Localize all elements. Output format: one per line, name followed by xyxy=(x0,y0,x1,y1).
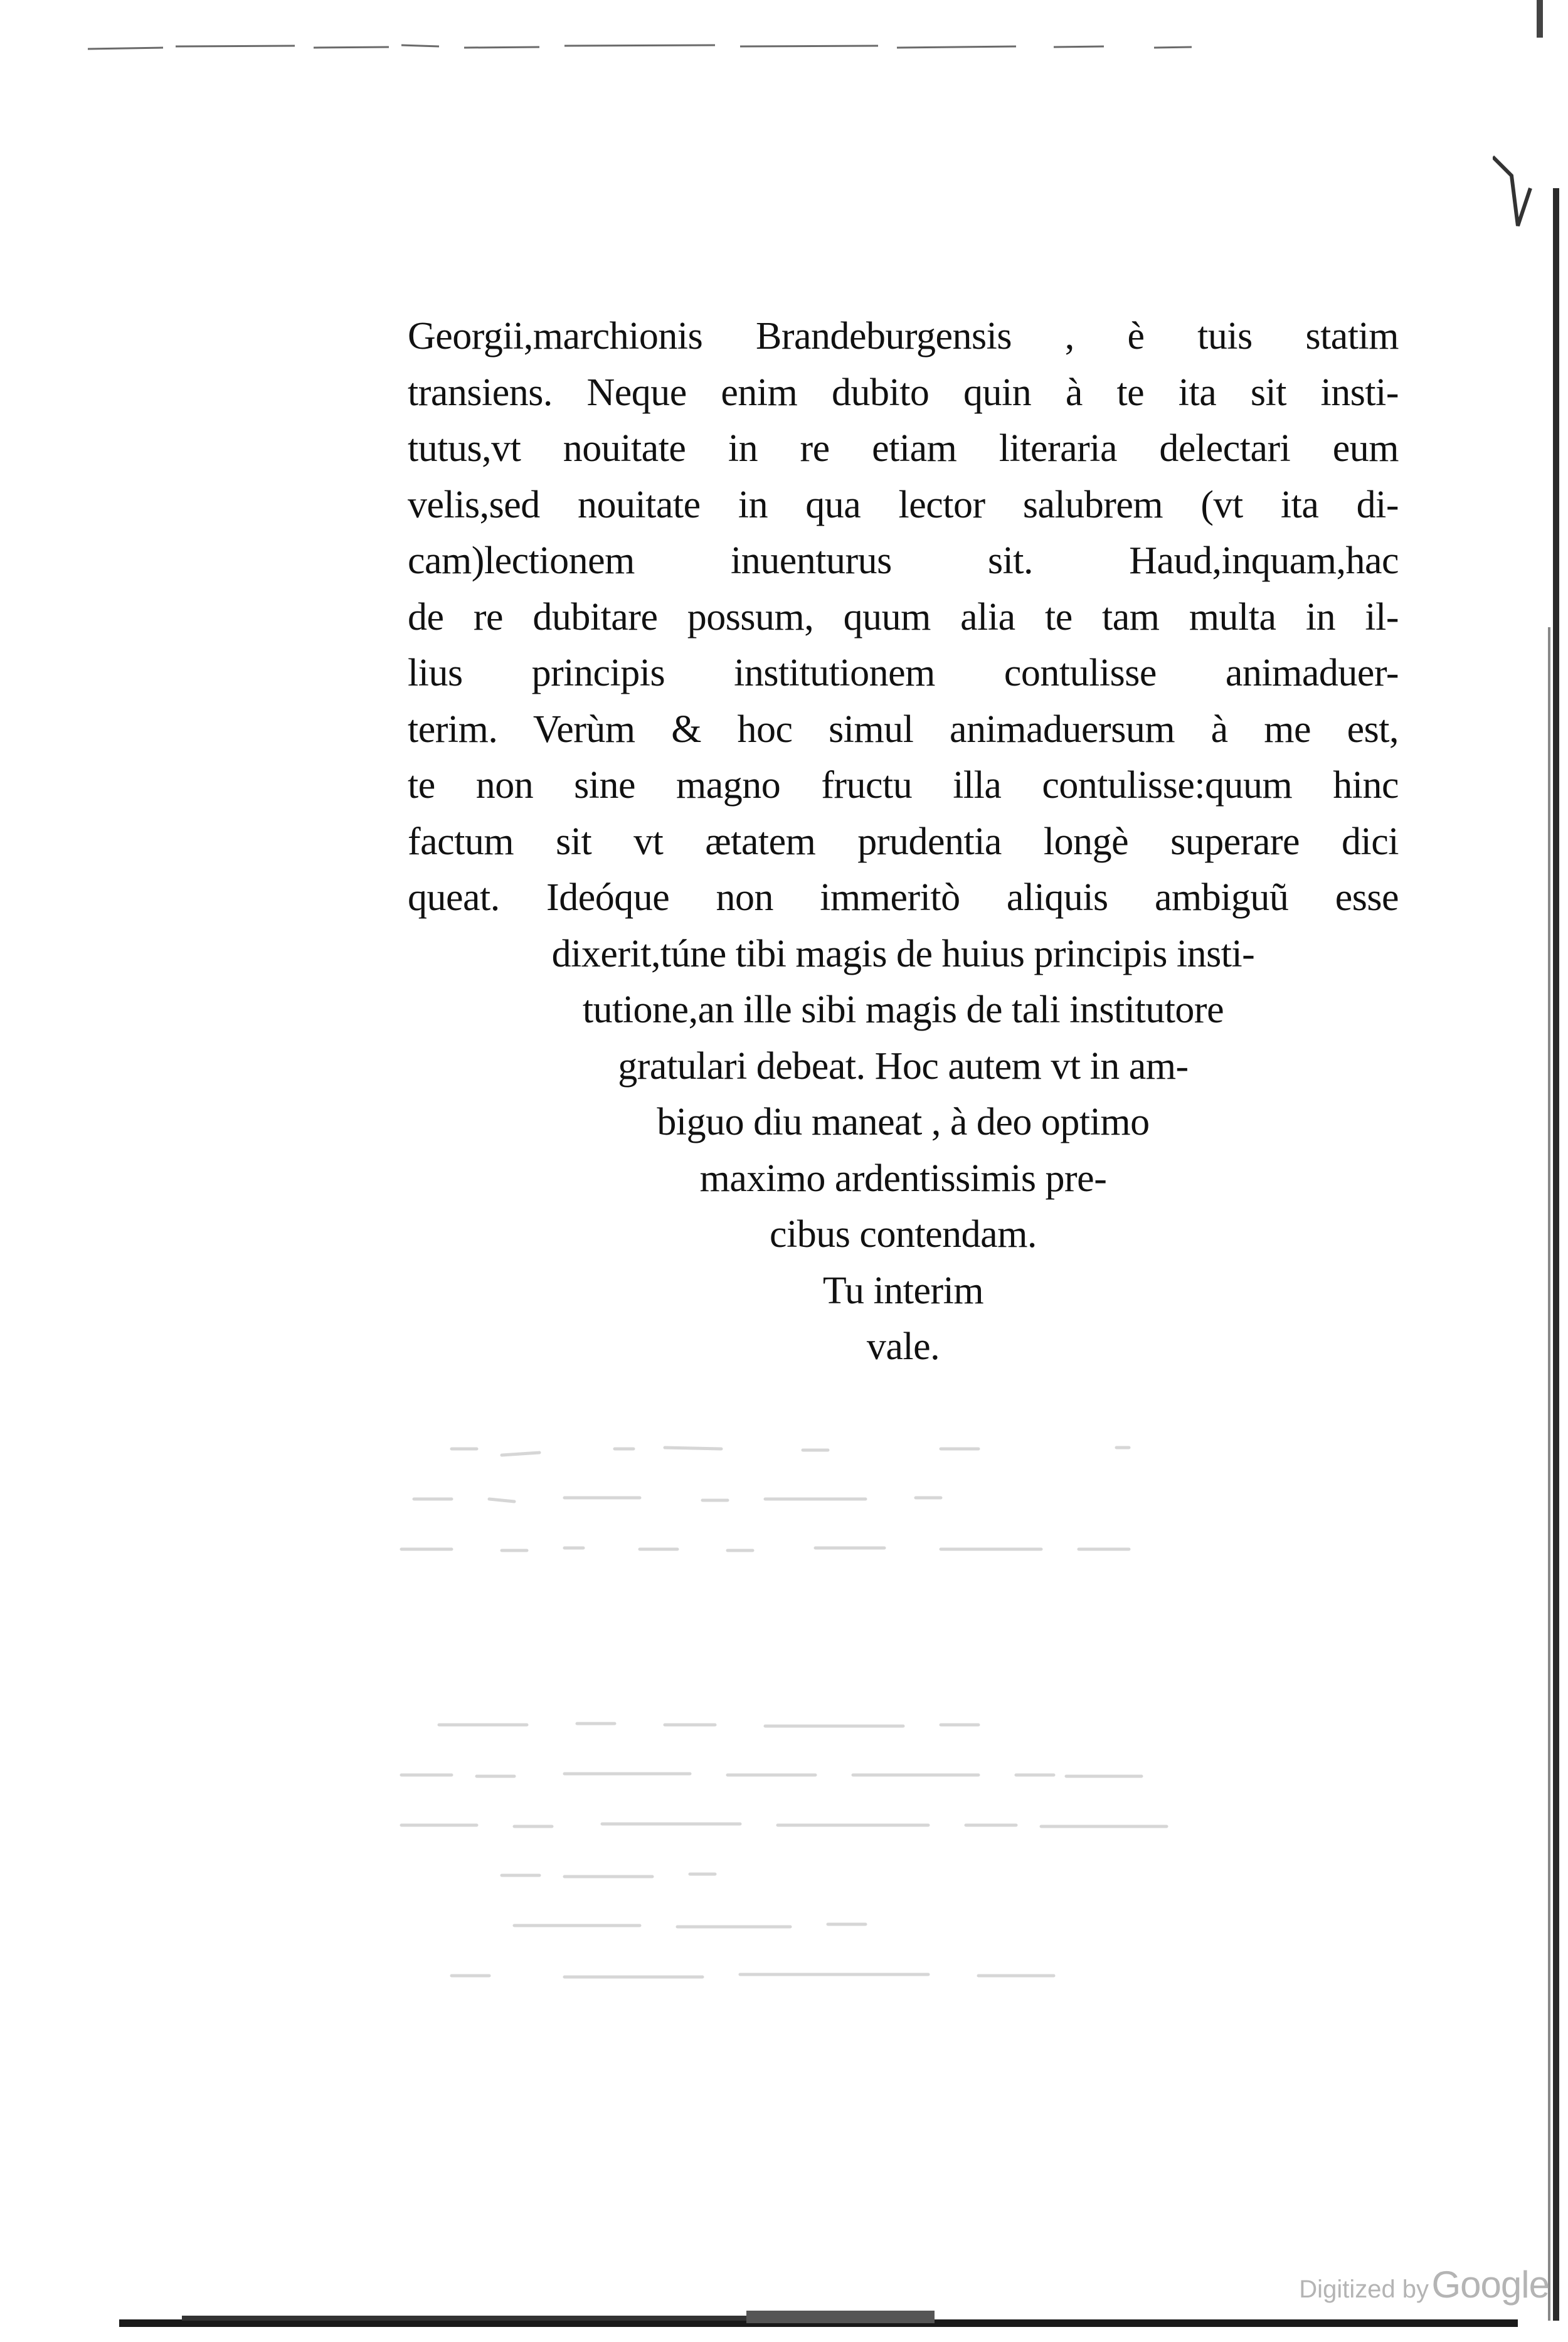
text-line: gratulari debeat. Hoc autem vt in am- xyxy=(618,1044,1189,1088)
text-line: factum sit vt ætatem prudentia longè superare dici xyxy=(408,820,1399,863)
text-line: dixerit,túne tibi magis de huius principis insti- xyxy=(551,932,1255,975)
text-line: lius principis institutionem contulisse animaduer- xyxy=(408,652,1399,694)
text-line: Tu interim xyxy=(822,1269,984,1312)
text-line: tutione,an ille sibi magis de tali institutore xyxy=(582,988,1224,1031)
bottom-edge-scan-bar xyxy=(119,2311,1518,2342)
text-line: te non sine magno fructu illa contulisse:quum hinc xyxy=(408,764,1399,807)
text-line: maximo ardentissimis pre- xyxy=(699,1157,1107,1200)
digitized-by-google-watermark xyxy=(1299,2263,1549,2306)
top-edge-scan-noise xyxy=(88,36,1311,53)
text-line: terim. Verùm & hoc simul animaduersum à me est, xyxy=(408,707,1399,751)
text-line: Georgii,marchionis Brandeburgensis , è tuis statim xyxy=(408,315,1399,358)
bleed-through-from-reverse xyxy=(376,1411,1411,2101)
text-line: vale. xyxy=(866,1325,940,1368)
text-line: de re dubitare possum, quum alia te tam multa in il- xyxy=(408,595,1399,638)
google-logo-text: Google xyxy=(1431,2264,1549,2306)
text-line: queat. Ideóque non immeritò aliquis ambiguũ esse xyxy=(408,876,1399,919)
digitized-by-label: Digitized by xyxy=(1299,2276,1429,2303)
text-line: cam)lectionem inuenturus sit. Haud,inquam,hac xyxy=(408,539,1399,582)
text-line: biguo diu maneat , à deo optimo xyxy=(657,1101,1150,1143)
right-edge-binding-shadow xyxy=(1493,0,1568,2342)
text-line: velis,sed nouitate in qua lector salubrem (vt ita di- xyxy=(408,483,1399,526)
text-line: cibus contendam. xyxy=(770,1213,1037,1256)
text-line: tutus,vt nouitate in re etiam literaria delectari eum xyxy=(408,427,1399,470)
latin-text-block xyxy=(408,309,1399,1375)
text-line: transiens. Neque enim dubito quin à te ita sit insti- xyxy=(408,371,1399,414)
